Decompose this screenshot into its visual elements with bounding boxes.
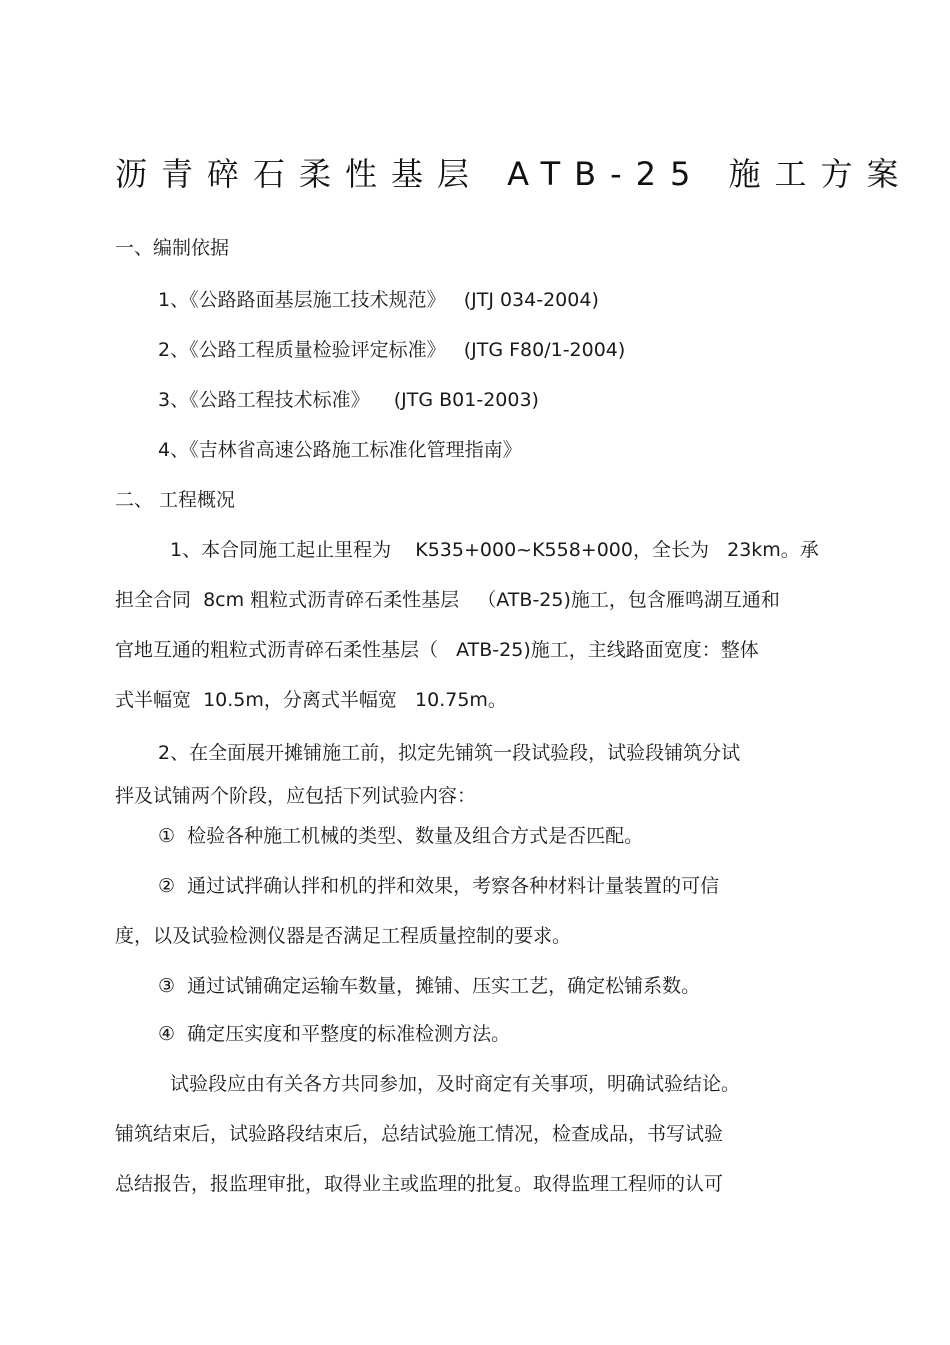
basis-item-4: 4、《吉林省高速公路施工标准化管理指南》 [158,439,522,461]
section-heading-overview: 二、 工程概况 [115,489,236,511]
overview-para1-line4: 式半幅宽 10.5m，分离式半幅宽 10.75m。 [115,689,507,711]
document-title: 沥青碎石柔性基层 ATB-25 施工方案 [115,155,913,193]
basis-item-3: 3、《公路工程技术标准》 (JTG B01-2003) [158,389,539,411]
basis-item-1: 1、《公路路面基层施工技术规范》 (JTJ 034-2004) [158,289,599,311]
trial-list-item-2-cont: 度，以及试验检测仪器是否满足工程质量控制的要求。 [115,925,572,947]
overview-para2-line2: 拌及试铺两个阶段，应包括下列试验内容： [115,785,477,807]
overview-para1-line1: 1、本合同施工起止里程为 K535+000~K558+000，全长为 23km。承 [170,539,819,561]
overview-para3-line3: 总结报告，报监理审批，取得业主或监理的批复。取得监理工程师的认可 [115,1173,724,1195]
basis-item-2: 2、《公路工程质量检验评定标准》 (JTG F80/1-2004) [158,339,626,361]
trial-list-item-3: ③ 通过试铺确定运输车数量，摊铺、压实工艺，确定松铺系数。 [158,975,701,997]
overview-para1-line3: 官地互通的粗粒式沥青碎石柔性基层（ ATB-25)施工，主线路面宽度：整体 [115,639,759,661]
trial-list-item-1: ① 检验各种施工机械的类型、数量及组合方式是否匹配。 [158,825,644,847]
overview-para3-line1: 试验段应由有关各方共同参加，及时商定有关事项，明确试验结论。 [170,1073,741,1095]
trial-list-item-4: ④ 确定压实度和平整度的标准检测方法。 [158,1023,511,1045]
section-heading-basis: 一、编制依据 [115,237,230,259]
overview-para3-line2: 铺筑结束后，试验路段结束后，总结试验施工情况，检查成品，书写试验 [115,1123,724,1145]
overview-para2-line1: 2、在全面展开摊铺施工前，拟定先铺筑一段试验段，试验段铺筑分试 [158,742,741,764]
overview-para1-line2: 担全合同 8cm 粗粒式沥青碎石柔性基层 （ATB-25)施工，包含雁鸣湖互通和 [115,589,780,611]
trial-list-item-2: ② 通过试拌确认拌和机的拌和效果，考察各种材料计量装置的可信 [158,875,720,897]
